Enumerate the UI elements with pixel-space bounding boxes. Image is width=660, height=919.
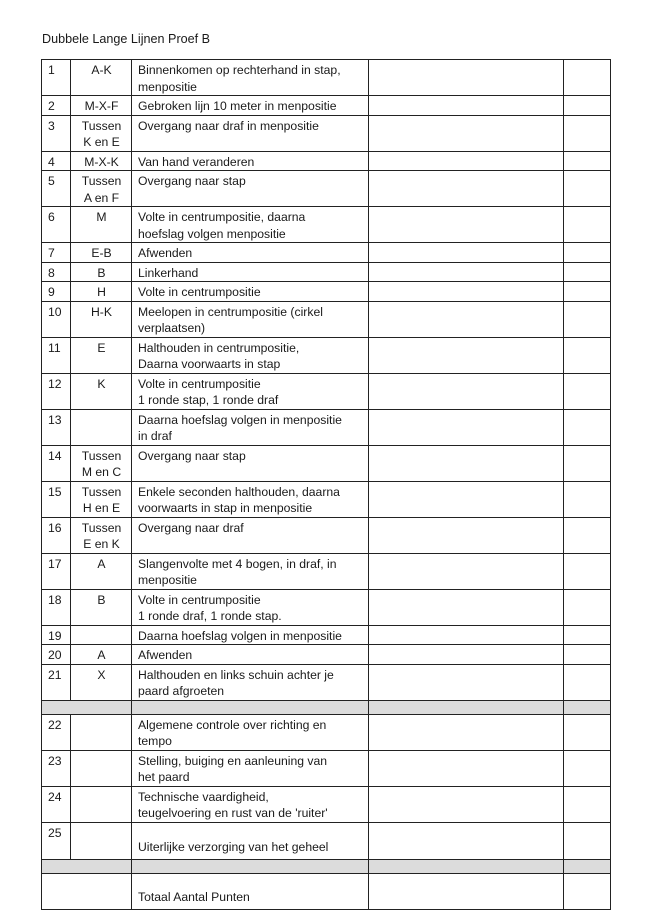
description-line: Enkele seconden halthouden, daarna (138, 484, 340, 499)
description-line: Afwenden (138, 246, 193, 260)
row-number: 4 (42, 151, 71, 171)
row-position (71, 750, 132, 786)
row-number: 21 (42, 664, 71, 700)
remark-cell[interactable] (369, 282, 564, 302)
score-cell[interactable] (564, 750, 611, 786)
movement-row (42, 337, 611, 373)
separator-cell (42, 859, 132, 873)
row-position (71, 60, 132, 96)
row-position (71, 445, 132, 481)
description-line: Halthouden in centrumpositie, (138, 340, 300, 355)
row-description (132, 589, 369, 625)
movement-row (42, 481, 611, 517)
score-table (41, 59, 611, 910)
description-line: paard afgroeten (138, 684, 225, 698)
score-cell[interactable] (564, 553, 611, 589)
score-cell[interactable] (564, 481, 611, 517)
row-number: 15 (42, 481, 71, 517)
document-title: Dubbele Lange Lijnen Proef B (42, 32, 211, 46)
row-description (132, 262, 369, 282)
remark-cell[interactable] (369, 589, 564, 625)
separator-cell (132, 859, 369, 873)
row-position (71, 243, 132, 263)
position-line: H (97, 285, 106, 299)
description-line: in draf (138, 429, 172, 443)
row-description (132, 60, 369, 96)
position-line: K (97, 376, 106, 391)
score-cell[interactable] (564, 445, 611, 481)
score-cell[interactable] (564, 243, 611, 263)
movement-row (42, 373, 611, 409)
description-line: Meelopen in centrumpositie (cirkel (138, 304, 323, 319)
row-number: 16 (42, 517, 71, 553)
score-cell[interactable] (564, 822, 611, 859)
row-number: 14 (42, 445, 71, 481)
row-number: 13 (42, 409, 71, 445)
movement-row (42, 664, 611, 700)
position-line: M (96, 210, 107, 224)
score-cell[interactable] (564, 301, 611, 337)
description-line: Overgang naar draf in menpositie (138, 118, 319, 133)
row-description (132, 243, 369, 263)
remark-cell[interactable] (369, 262, 564, 282)
score-cell[interactable] (564, 60, 611, 96)
description-line: teugelvoering en rust van de 'ruiter' (138, 806, 328, 820)
movement-row (42, 243, 611, 263)
position-line: Tussen (81, 484, 122, 499)
remark-cell[interactable] (369, 96, 564, 116)
remark-cell[interactable] (369, 873, 564, 909)
description-line: Overgang naar stap (138, 448, 246, 463)
description-line: Binnenkomen op rechterhand in stap, (138, 63, 341, 77)
description-line: Daarna voorwaarts in stap (138, 357, 281, 371)
score-cell[interactable] (564, 96, 611, 116)
movement-row (42, 115, 611, 151)
row-position (71, 409, 132, 445)
description-line: voorwaarts in stap in menpositie (138, 501, 313, 515)
row-number: 9 (42, 282, 71, 302)
movement-row (42, 445, 611, 481)
description-line: Technische vaardigheid, (138, 789, 269, 804)
row-description (132, 553, 369, 589)
separator-cell (369, 859, 564, 873)
remark-cell[interactable] (369, 786, 564, 822)
position-line: E (97, 340, 106, 355)
general-row (42, 786, 611, 822)
separator-row (42, 700, 611, 714)
row-position (71, 373, 132, 409)
position-line: B (97, 265, 106, 280)
description-line: verplaatsen) (138, 321, 206, 335)
row-number: 7 (42, 243, 71, 263)
row-description (132, 645, 369, 665)
row-number: 8 (42, 262, 71, 282)
row-position (71, 301, 132, 337)
description-line: Gebroken lijn 10 meter in menpositie (138, 99, 337, 113)
position-line: M-X-K (84, 154, 119, 169)
movement-row (42, 207, 611, 243)
score-cell[interactable] (564, 262, 611, 282)
row-number: 12 (42, 373, 71, 409)
row-description (132, 481, 369, 517)
remark-cell[interactable] (369, 151, 564, 171)
movement-row (42, 301, 611, 337)
position-line: M en C (81, 465, 122, 479)
movement-row (42, 282, 611, 302)
description-line: het paard (138, 770, 190, 784)
description-line: Linkerhand (138, 265, 199, 280)
row-description (132, 822, 369, 859)
position-line: A-K (91, 63, 112, 77)
separator-cell (564, 700, 611, 714)
movement-row (42, 589, 611, 625)
row-position (71, 96, 132, 116)
score-cell[interactable] (564, 786, 611, 822)
remark-cell[interactable] (369, 714, 564, 750)
row-number: 24 (42, 786, 71, 822)
remark-cell[interactable] (369, 481, 564, 517)
remark-cell[interactable] (369, 664, 564, 700)
total-row (42, 873, 611, 909)
score-cell[interactable] (564, 625, 611, 645)
row-description (132, 714, 369, 750)
description-line: Volte in centrumpositie, daarna (138, 210, 306, 224)
row-number: 3 (42, 115, 71, 151)
row-number: 18 (42, 589, 71, 625)
remark-cell[interactable] (369, 409, 564, 445)
score-cell[interactable] (564, 645, 611, 665)
row-number: 6 (42, 207, 71, 243)
total-label: Totaal Aantal Punten (132, 873, 369, 909)
remark-cell[interactable] (369, 301, 564, 337)
description-line: hoefslag volgen menpositie (138, 226, 286, 241)
description-line: Stelling, buiging en aanleuning van (138, 753, 328, 768)
row-number: 17 (42, 553, 71, 589)
movement-row (42, 517, 611, 553)
general-row (42, 822, 611, 859)
remark-cell[interactable] (369, 517, 564, 553)
remark-cell[interactable] (369, 645, 564, 665)
remark-cell[interactable] (369, 171, 564, 207)
total-score-cell[interactable] (564, 873, 611, 909)
position-line: H-K (91, 304, 112, 319)
row-description (132, 664, 369, 700)
row-description (132, 373, 369, 409)
position-line: X (97, 667, 106, 682)
row-description (132, 171, 369, 207)
position-line: H en E (82, 501, 121, 515)
row-description (132, 750, 369, 786)
position-line: A en F (83, 190, 120, 205)
description-line: 1 ronde stap, 1 ronde draf (138, 393, 279, 407)
description-line: tempo (138, 734, 172, 748)
row-description (132, 282, 369, 302)
score-cell[interactable] (564, 664, 611, 700)
position-line (77, 412, 126, 429)
row-position (71, 822, 132, 859)
movement-row (42, 60, 611, 96)
remark-cell[interactable] (369, 750, 564, 786)
description-line: 1 ronde draf, 1 ronde stap. (138, 609, 282, 623)
movement-row (42, 409, 611, 445)
separator-cell (42, 700, 132, 714)
position-line: Tussen (81, 520, 122, 535)
row-position (71, 645, 132, 665)
score-cell[interactable] (564, 517, 611, 553)
row-position (71, 714, 132, 750)
remark-cell[interactable] (369, 625, 564, 645)
row-position (71, 171, 132, 207)
description-line: Overgang naar stap (138, 174, 246, 188)
position-line: A (97, 556, 106, 571)
row-position (71, 589, 132, 625)
score-cell[interactable] (564, 151, 611, 171)
score-cell[interactable] (564, 282, 611, 302)
description-line: Volte in centrumpositie (138, 376, 261, 391)
row-description (132, 301, 369, 337)
position-line: E-B (91, 246, 112, 260)
row-description (132, 207, 369, 243)
description-line: Uiterlijke verzorging van het geheel (138, 840, 329, 854)
general-row (42, 714, 611, 750)
score-cell[interactable] (564, 171, 611, 207)
movement-row (42, 151, 611, 171)
score-cell[interactable] (564, 115, 611, 151)
score-cell[interactable] (564, 409, 611, 445)
row-number: 23 (42, 750, 71, 786)
movement-row (42, 553, 611, 589)
remark-cell[interactable] (369, 243, 564, 263)
row-description (132, 337, 369, 373)
position-line: Tussen (81, 448, 122, 463)
row-position (71, 282, 132, 302)
score-cell[interactable] (564, 373, 611, 409)
separator-cell (564, 859, 611, 873)
row-description (132, 445, 369, 481)
remark-cell[interactable] (369, 373, 564, 409)
remark-cell[interactable] (369, 337, 564, 373)
row-position (71, 517, 132, 553)
row-number: 1 (42, 60, 71, 96)
description-line: Halthouden en links schuin achter je (138, 667, 334, 682)
row-position (71, 337, 132, 373)
row-position (71, 151, 132, 171)
row-number: 25 (42, 822, 71, 859)
description-line: Daarna hoefslag volgen in menpositie (138, 628, 342, 643)
row-description (132, 517, 369, 553)
description-line: Volte in centrumpositie (138, 285, 261, 299)
score-cell[interactable] (564, 337, 611, 373)
separator-cell (132, 700, 369, 714)
row-position (71, 664, 132, 700)
row-number: 19 (42, 625, 71, 645)
separator-cell (369, 700, 564, 714)
movement-row (42, 171, 611, 207)
remark-cell[interactable] (369, 60, 564, 96)
position-line: Tussen (81, 118, 122, 133)
row-description (132, 409, 369, 445)
separator-row (42, 859, 611, 873)
row-position (71, 115, 132, 151)
row-number: 2 (42, 96, 71, 116)
description-line: Volte in centrumpositie (138, 592, 261, 607)
row-number: 22 (42, 714, 71, 750)
movement-row (42, 645, 611, 665)
row-description (132, 625, 369, 645)
position-line: E en K (83, 537, 120, 551)
row-position (71, 786, 132, 822)
row-number: 20 (42, 645, 71, 665)
movement-row (42, 262, 611, 282)
row-description (132, 151, 369, 171)
description-line: Daarna hoefslag volgen in menpositie (138, 412, 342, 427)
score-cell[interactable] (564, 589, 611, 625)
movement-row (42, 625, 611, 645)
description-line: menpositie (138, 573, 197, 587)
description-line: Van hand veranderen (138, 154, 255, 169)
row-number: 11 (42, 337, 71, 373)
row-number: 5 (42, 171, 71, 207)
description-line: Afwenden (138, 648, 193, 662)
score-cell[interactable] (564, 207, 611, 243)
row-position (71, 481, 132, 517)
description-line: Overgang naar draf (138, 520, 244, 535)
remark-cell[interactable] (369, 207, 564, 243)
row-position (71, 207, 132, 243)
remark-cell[interactable] (369, 445, 564, 481)
position-line (77, 628, 126, 645)
score-cell[interactable] (564, 714, 611, 750)
position-line: B (97, 592, 106, 607)
description-line: Slangenvolte met 4 bogen, in draf, in (138, 556, 337, 571)
general-row (42, 750, 611, 786)
description-line: menpositie (138, 79, 197, 94)
description-line: Algemene controle over richting en (138, 717, 327, 732)
remark-cell[interactable] (369, 822, 564, 859)
row-position (71, 262, 132, 282)
row-description (132, 115, 369, 151)
remark-cell[interactable] (369, 553, 564, 589)
row-description (132, 786, 369, 822)
movement-row (42, 96, 611, 116)
remark-cell[interactable] (369, 115, 564, 151)
row-description (132, 96, 369, 116)
position-line: A (97, 648, 106, 662)
position-line: M-X-F (84, 99, 119, 113)
row-number (42, 873, 132, 909)
row-number: 10 (42, 301, 71, 337)
position-line: Tussen (81, 174, 122, 188)
row-position (71, 625, 132, 645)
position-line: K en E (83, 135, 120, 149)
row-position (71, 553, 132, 589)
